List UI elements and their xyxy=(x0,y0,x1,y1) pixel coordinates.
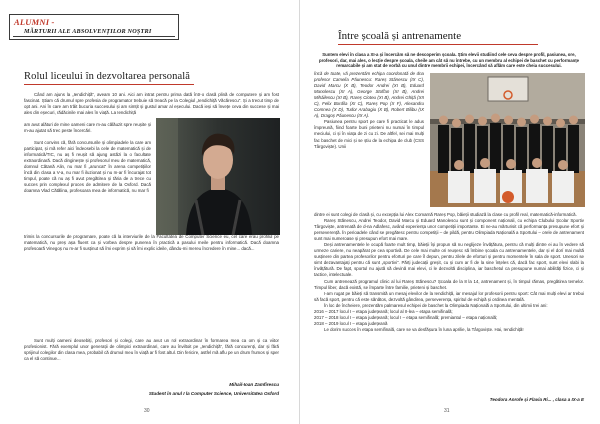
thanks-paragraph xyxy=(24,338,279,362)
paragraph: I-am rugat pe băieți să transmită un mesaj elevilor de la Iendichiță, iar mesajul lor profesorii pentru sport: Cât mai mulți elevi ar trebui să facă sport, pentru că este sănătos, dezvoltă gândirea, perseverența, spiritul de echipă și ordinea mentală. xyxy=(314,290,584,302)
page-number: 31 xyxy=(444,408,450,414)
author-role: Student în anul I la Computer Science, Universitatea Oxford xyxy=(148,391,279,396)
author-signature xyxy=(149,380,279,398)
paragraph: Sunt mulți oameni deosebiți, profesori și colegi, care au avut un rol extraordinar în formarea mea ca om și ca viitor profesionist. Fără exemplul unor generații de olimpici extraordinari, care au înviltoit pe „Iendichiță”, fără concurenți, dar și fără sprijinul colegilor din clasa mea, probabil că drumul meu în viață ar fi fost altul. Din fericire, astfel mă aflu pe un drum frumos și sper ca el să continue... xyxy=(24,338,279,362)
paragraph: Când am ajuns la „Iendichiță”, aveam 10 ani. Aici am intrat pentru prima dată într-o clasă plină de computere și am fost fascinat. Știam că drumul spre profesia de programator trebuie să treacă pe la Colegiul „Iendichiță Văcărescu”. Și a trecut timp de opt ani. Ani în care am trăit bucuria succesului și am simțit și gustul amar al eșecului. Dacă ieși să învețe ceva din succese și mai ales din eșecuri, rădăcinile mai ales în viață. La Iendichiță xyxy=(24,92,279,116)
intro-paragraph xyxy=(24,92,279,116)
article-title: Rolul liceului în dezvoltarea personală xyxy=(24,71,191,82)
article-title: Între școală și antrenamente xyxy=(338,30,462,42)
basketball-team-photo xyxy=(430,73,585,207)
continued-paragraph xyxy=(24,234,279,252)
student-portrait-photo xyxy=(156,118,280,235)
paragraph: Cum antrenează programul clinic al lui Rareș Stănescu? Școala de la 8 la 14, antrenament și, în timpul rămas, pregătirea temelor. Timpul liber, dacă există, se împarte între familie, prieteni și baschet. xyxy=(314,278,584,290)
paragraph: În loc de încheiere, prezentăm palmaresul echipei de baschet la Olimpiada Națională a Sportului, din ultimii trei ani: xyxy=(324,302,548,308)
results-item: 2016 – 2017 locul I – etapa județeană; locul al II-lea – etapa semifinală; xyxy=(314,308,453,314)
team-illustration xyxy=(430,73,585,207)
intro-lead: Suntem elevi în clasa a XI-a și încercăm să ne descoperim școala. Știm elevii studiind cele ceva despre profil, pasiunea, ore, profesori, dar, mai ales, o lecție despre școala, cheile am cât să nu întrebe, cu un membru al echipei de baschet cu performanțe remarcabile și am stat de vorbă cu unul dintre membrii echipei, încercând să aflăm care este cheia succesului. xyxy=(318,52,580,69)
author-signature: Teodora Anrofe și Flavia Ri... , clasa a IX-a E xyxy=(489,397,584,402)
closing-paragraph: Le dorim succes în etapa semifinală, care se va desfășura în luna aprilie, la Târgoviște. Hai, Iendichiță! xyxy=(324,326,524,332)
paragraph: am avut alături de mine oameni care m-au călăuzit spre reușite și m-au ajutat să trec peste încercări. xyxy=(24,122,151,134)
paragraph: trimis la concursurile de programare, poate că la interviurile de la Facultatea de Computer Science eu, cel care erau profilul pe matematică, nu preș așa fluent ca și vorbea despre punerea în practică a pasului meile pentru informatică. Dacă doamna profesoară Vinegoș nu m-ar fi susținut să îmi exprim și să îmi explic ideile, dându-mi mereu încredere în mine... dacă... xyxy=(24,234,279,252)
paragraph: Deși antrenamentele le ocupă foarte mult timp, băieții își propun să nu neglijeze învățătura, pentru că mulți dintre ei au în vedere să urmeze cariere, nu neapărat pe cea sportivă. De cele mai multe ori reușesc să îmbine școala cu antrenamentele, dar și el dorí mai multă susținere din partea profesorilor pentru eforturi pe care îl depun, pentru zilele de eforturi și pentru momentele în sala de sport. Unesori se simt dezavantajați pentru că sunt „sportivi”. Părți judecații greșit, cu și cum ar fi de la sine înțeles că, dacă fac sport, sunt elevi slabi la învățătură. De fapt, sportul nu ajută să devină mai elevi, ci le dezvoltă disciplina, iar baschetul ca presupune numai abilități fizice, ci și tactice, intelectuale. xyxy=(314,242,584,278)
paragraph: dintre ei sunt colegi de clasă și, cu excepția lui Alex Comarnă Rareș Pop, băieții studiază la clase cu profil real, matematică-informatică. xyxy=(314,212,577,217)
text-column xyxy=(314,71,424,150)
title-underline xyxy=(338,44,538,45)
paragraph: Rareș Stănescu, Andrei Teodor, David Marcu și Eduard Manolescu sunt și component naționali, cu echipa Clubului Școlar Sportiv Târgoviște, antrenată de d-na Adlafesc, având experiența unor competiții importante. Ei ne-au mărturisit că performanța presupune efort și perseverență. În perioadele când se pregătesc pentru competiții – de pildă, pentru Olimpiada Națională a Sportului – orele de antrenament sunt mai numeroase și presupun efort mai mare. xyxy=(314,218,584,242)
banner-title: ALUMNI - xyxy=(14,17,55,27)
banner-rule xyxy=(13,36,175,37)
team-roster: Încă de toate, vă prezentăm echipa coordonată de dna profesor Camelia Păunescu: Rareș Stănescu (IX C), David Marcu (X B), Teodor Andrei (XI B), Eduard Manolescu (XI A), George Stoffan (XI B), Andrei Mihăilescu (XI B), Rareș Cioteu (XI B), Andrei Ghiță (XII C), Felix Bordila (XI C), Rareș Pop (X F), Alexandru Comnea (X D), Tudor Arabagiu (X B), Robert Bilibu (IX A), Dragoș Păunescu (IX A). xyxy=(314,71,424,119)
page-number: 30 xyxy=(144,408,150,414)
banner-subtitle: MĂRTURII ALE ABSOLVENȚILOR NOȘTRI xyxy=(24,28,152,35)
author-name: Mihail-Ioan Zamfirescu xyxy=(229,382,279,387)
paragraph: Pasiunea pentru sport pe care fi practicat le adus împreună, fiind foarte buni prieteni nu numai în timpul meciului, ci și în viața de zi cu zi. De altfel, sei mai mulți fac baschet de mici și se știu de la echipa de club (CSS Târgoviște). Unii xyxy=(314,119,424,149)
right-page xyxy=(300,0,600,424)
section-banner xyxy=(9,14,179,40)
main-text xyxy=(314,212,584,333)
text-column xyxy=(24,122,151,195)
paragraph: Sunt convins că, fără concursurile și olimpiadele la care am participat, și mă refer aici îndeosebi la cele de matematică și de informatică/TIC, nu aș fi reușit să ajung astăzi la o facultate extraordinară. Dacă dinginește și profesorul meu de matematică, domnul Cătană Alin, nu mar fi „aruncat” în arena competițiilor încă din clasa a V-a, nu mar fi iluzionat și nu m-ar fi încurajat tot timpul, poate că nu aș fi avut pregătirea și tăria de a trece cu succes prin complexul proces de admitere de la Oxford. Dacă doamna Vlad Cătălina, profesoara mea de informatică, nu mar fi xyxy=(24,140,151,194)
results-item: 2018 – 2019 locul I – etapa județeană xyxy=(314,320,388,326)
results-item: 2017 – 2018 locul I – etapa județeană; locul I – etapa semifinală; premiantul – etapa națională; xyxy=(314,314,498,320)
title-underline xyxy=(24,84,194,85)
portrait-illustration xyxy=(156,118,280,235)
